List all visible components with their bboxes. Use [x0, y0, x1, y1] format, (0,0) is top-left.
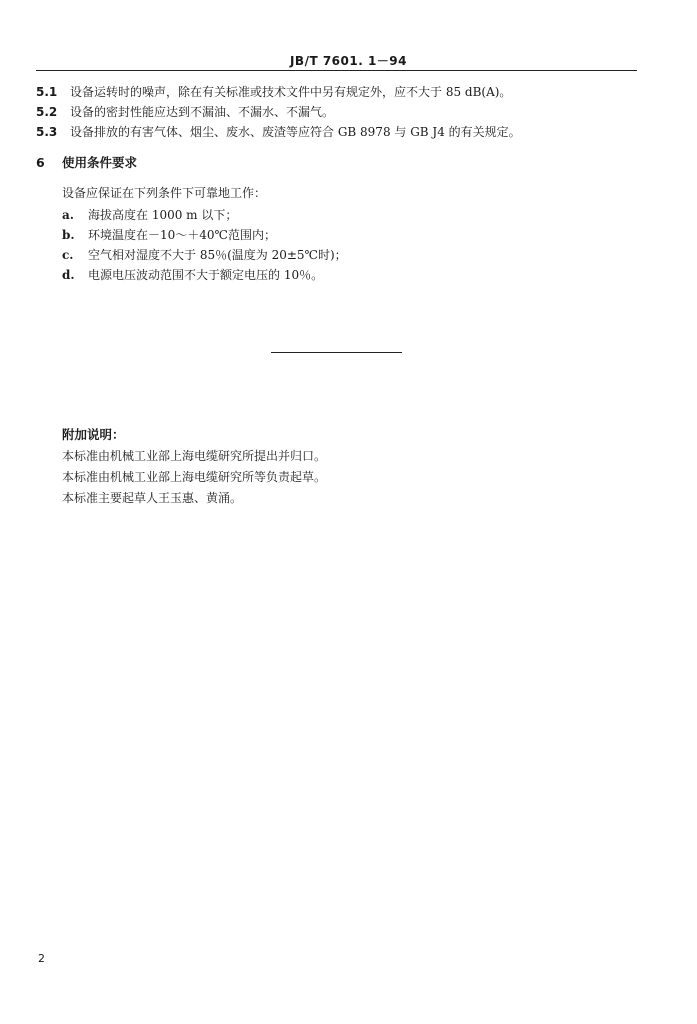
condition-item-a [62, 206, 237, 223]
standard-code-header: JB/T 7601. 1－94 [289, 54, 408, 68]
condition-item-b [62, 226, 276, 243]
item-text: 环境温度在－10～＋40℃范围内； [88, 228, 276, 242]
note-line: 本标准由机械工业部上海电缆研究所等负责起草。 [62, 470, 327, 484]
header-rule [36, 70, 637, 71]
section-6-intro: 设备应保证在下列条件下可靠地工作： [62, 186, 267, 200]
clause-5-2 [36, 104, 334, 120]
end-of-text-rule [271, 352, 402, 353]
clause-number: 5.2 [36, 105, 58, 119]
condition-item-d [62, 266, 323, 283]
additional-notes-title: 附加说明： [62, 427, 125, 442]
page-number: 2 [38, 952, 45, 965]
item-text: 海拔高度在 1000 m 以下； [88, 208, 238, 222]
section-6-heading [36, 153, 137, 171]
item-text: 电源电压波动范围不大于额定电压的 10％。 [88, 268, 324, 282]
clause-text: 设备运转时的噪声，除在有关标准或技术文件中另有规定外，应不大于 85 dB(A)。 [70, 85, 512, 99]
item-letter: c. [62, 248, 74, 262]
clause-5-1 [36, 84, 511, 100]
clause-text: 设备排放的有害气体、烟尘、废水、废渣等应符合 GB 8978 与 GB J4 的有关规定。 [70, 125, 521, 139]
clause-number: 5.3 [36, 125, 58, 139]
section-title: 使用条件要求 [62, 155, 138, 170]
note-line: 本标准主要起草人王玉惠、黄涌。 [62, 491, 243, 505]
item-text: 空气相对湿度不大于 85％(温度为 20±5℃时)； [88, 248, 347, 262]
item-letter: a. [62, 208, 74, 222]
clause-text: 设备的密封性能应达到不漏油、不漏水、不漏气。 [70, 105, 335, 119]
condition-item-c [62, 246, 347, 263]
clause-number: 5.1 [36, 85, 58, 99]
note-line: 本标准由机械工业部上海电缆研究所提出并归口。 [62, 449, 327, 463]
item-letter: d. [62, 268, 75, 282]
section-number: 6 [36, 155, 45, 170]
clause-5-3 [36, 124, 521, 140]
item-letter: b. [62, 228, 75, 242]
